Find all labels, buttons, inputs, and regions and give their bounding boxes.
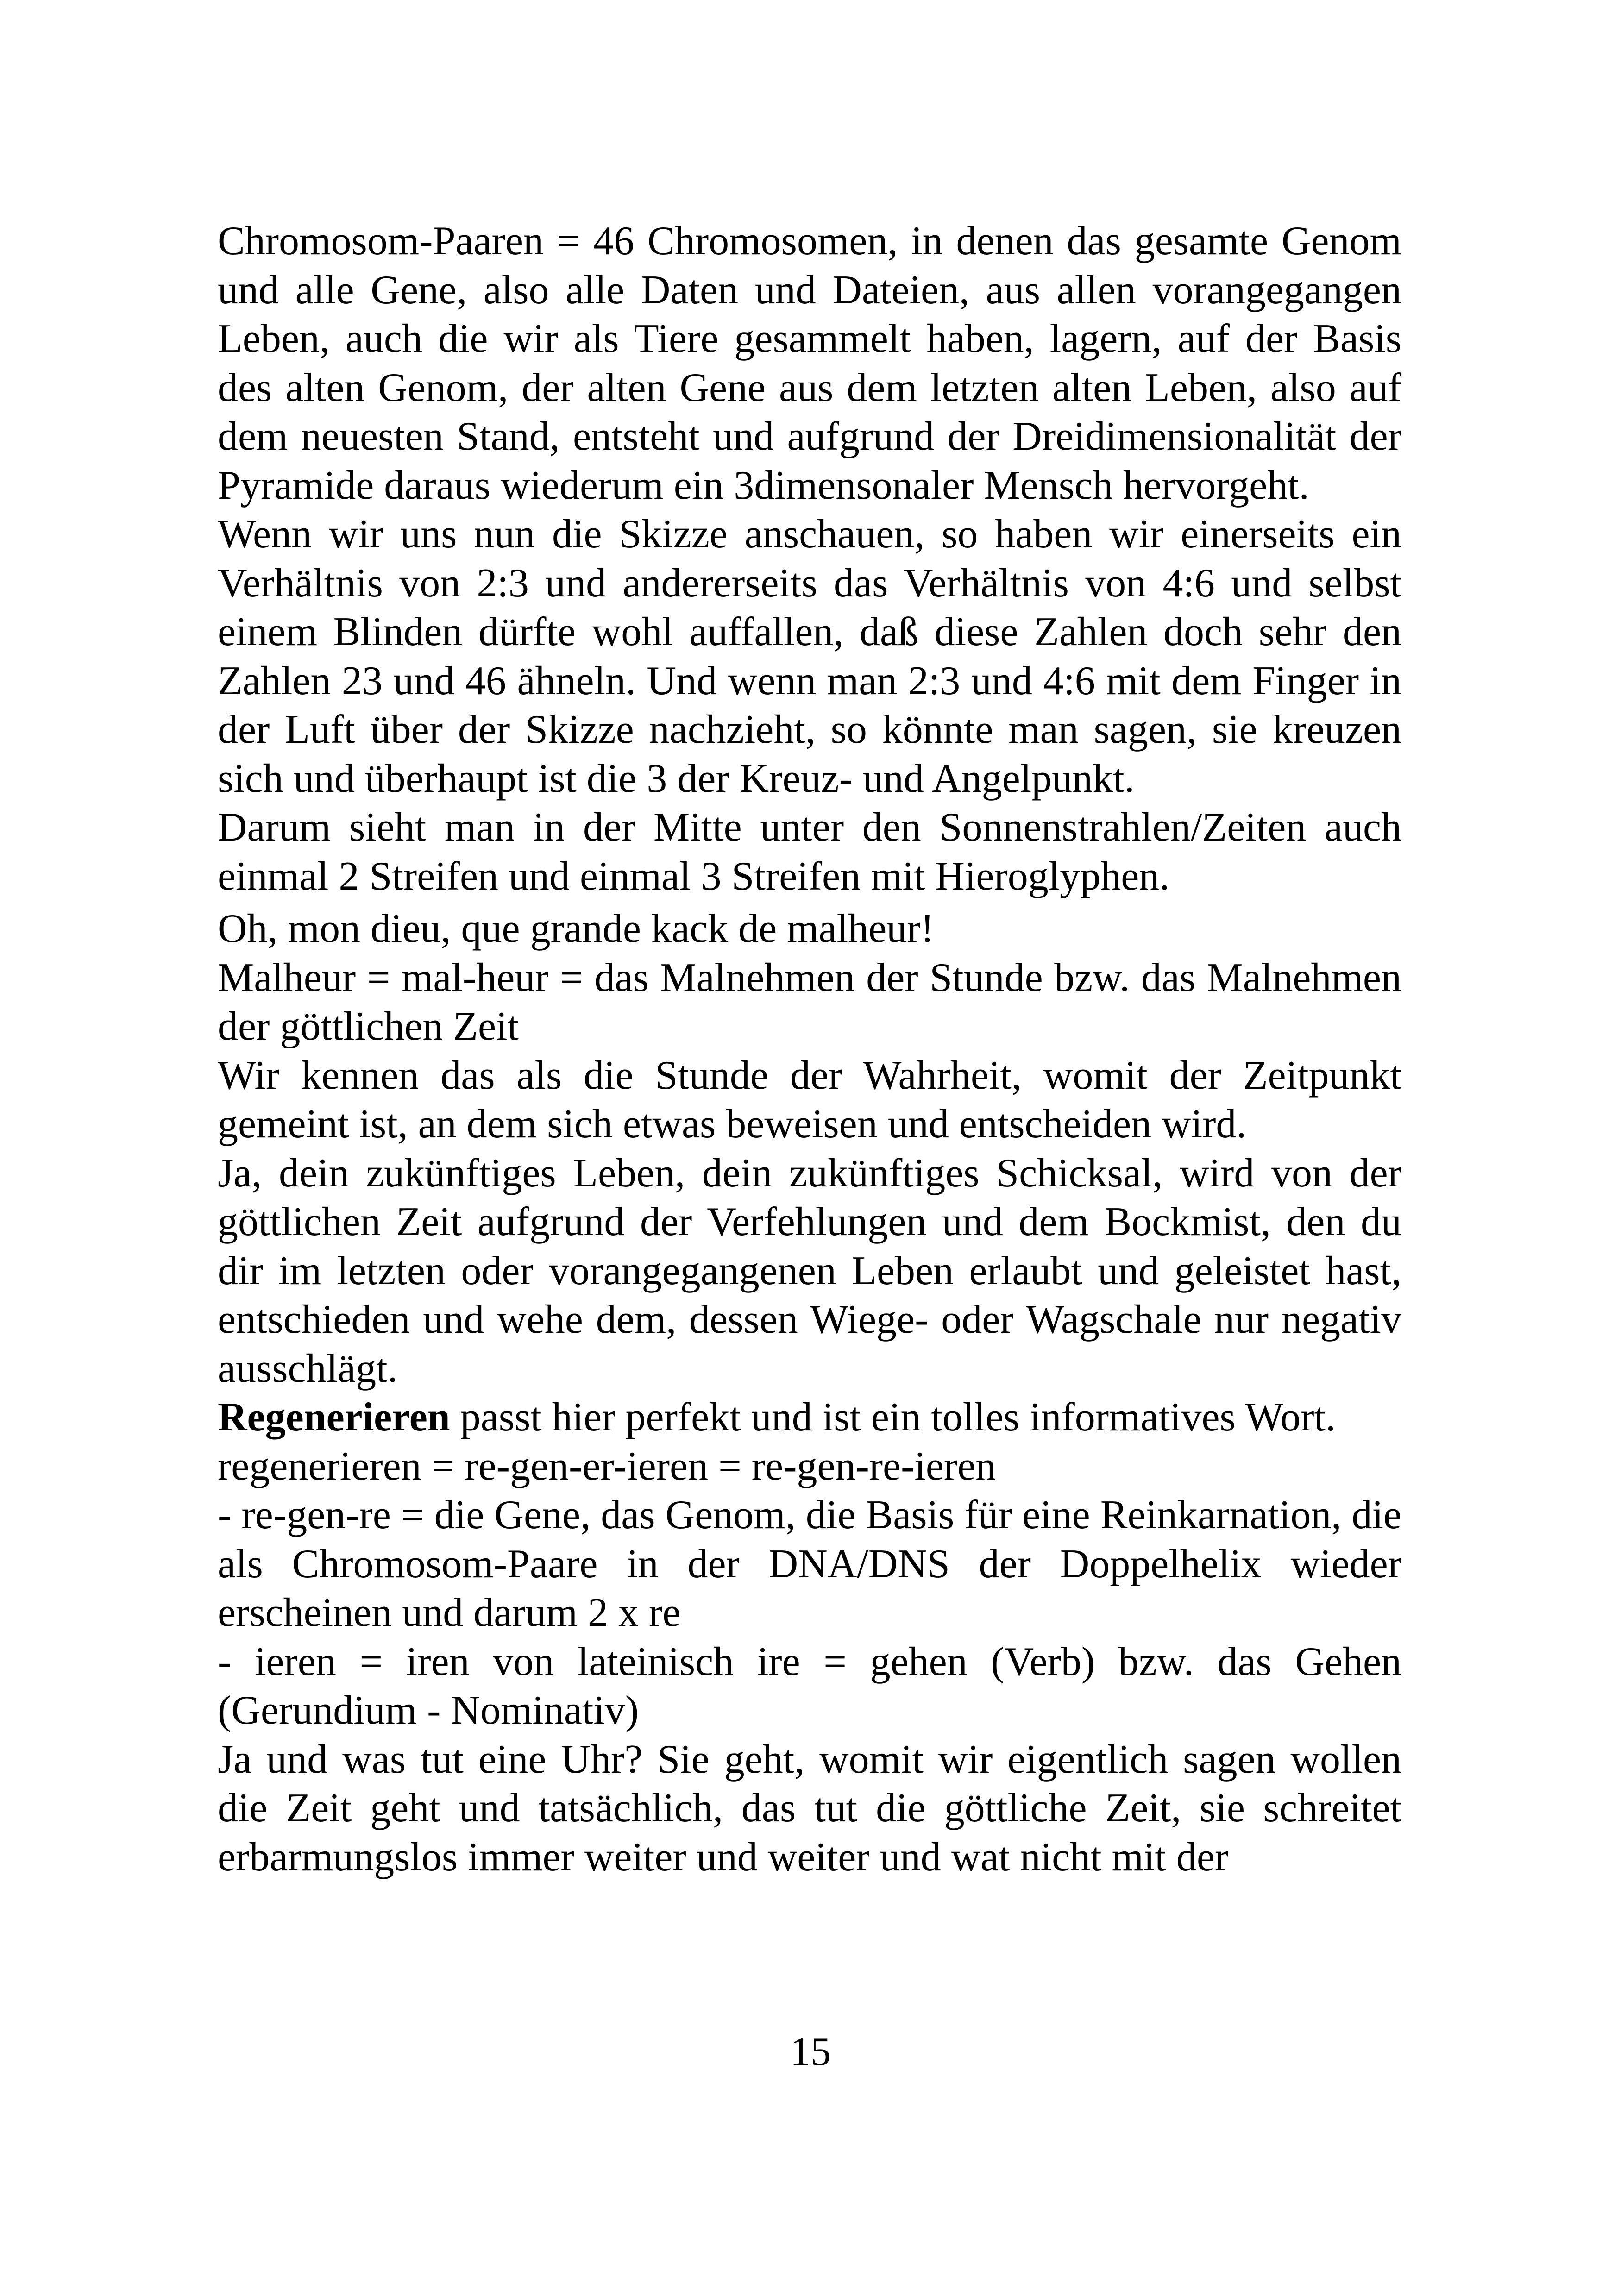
paragraph: Darum sieht man in der Mitte unter den Sonnenstrahlen/Zeiten auch einmal 2 Streifen und einmal 3 Streifen mit Hieroglyphen. — [218, 805, 1401, 899]
paragraph: Ja und was tut eine Uhr? Sie geht, womit wir eigentlich sagen wollen die Zeit geht und tatsächlich, das tut die göttliche Zeit, sie schreitet erbarmungslos immer weiter und weiter und wat nicht mit der — [218, 1737, 1401, 1880]
paragraph: Ja, dein zukünftiges Leben, dein zukünftiges Schicksal, wird von der göttlichen Zeit aufgrund der Verfehlungen und dem Bockmist, den du dir im letzten oder vorangegangenen Leben erlaubt und geleistet hast, entschieden und wehe dem, dessen Wiege- oder Wagschale nur negativ ausschlägt. — [218, 1150, 1401, 1391]
paragraph-text: passt hier perfekt und ist ein tolles informatives Wort. — [450, 1395, 1336, 1440]
bold-term: Regenerieren — [218, 1395, 450, 1440]
paragraph: - ieren = iren von lateinisch ire = gehen (Verb) bzw. das Gehen (Gerundium - Nominativ) — [218, 1639, 1401, 1733]
paragraph: Chromosom-Paaren = 46 Chromosomen, in denen das gesamte Genom und alle Gene, also alle Daten und Dateien, aus allen vorangegangen Leben, auch die wir als Tiere gesammelt haben, lagern, auf der Basis des alten Genom, der alten Gene aus dem letzten alten Leben, also auf dem neuesten Stand, entsteht und aufgrund der Dreidimensionalität der Pyramide daraus wiederum ein 3dimensonaler Mensch hervorgeht. — [218, 219, 1401, 508]
paragraph: regenerieren = re-gen-er-ieren = re-gen-re-ieren — [218, 1443, 996, 1489]
paragraph: Wenn wir uns nun die Skizze anschauen, so haben wir einerseits ein Verhältnis von 2:3 und andererseits das Verhältnis von 4:6 und selbst einem Blinden dürfte wohl auffallen, daß diese Zahlen doch sehr den Zahlen 23 und 46 ähneln. Und wenn man 2:3 und 4:6 mit dem Finger in der Luft über der Skizze nachzieht, so könnte man sagen, sie kreuzen sich und überhaupt ist die 3 der Kreuz- und Angelpunkt. — [218, 512, 1401, 801]
paragraph: Oh, mon dieu, que grande kack de malheur! — [218, 906, 934, 951]
page-body — [218, 217, 1401, 1882]
paragraph: - re-gen-re = die Gene, das Genom, die Basis für eine Reinkarnation, die als Chromosom-Paare in der DNA/DNS der Doppelhelix wieder erscheinen und darum 2 x re — [218, 1493, 1401, 1635]
page-number: 15 — [790, 2029, 831, 2074]
paragraph: Wir kennen das als die Stunde der Wahrheit, womit der Zeitpunkt gemeint ist, an dem sich etwas beweisen und entscheiden wird. — [218, 1053, 1401, 1147]
paragraph — [218, 1393, 1401, 1442]
paragraph: Malheur = mal-heur = das Malnehmen der Stunde bzw. das Malnehmen der göttlichen Zeit — [218, 955, 1401, 1049]
